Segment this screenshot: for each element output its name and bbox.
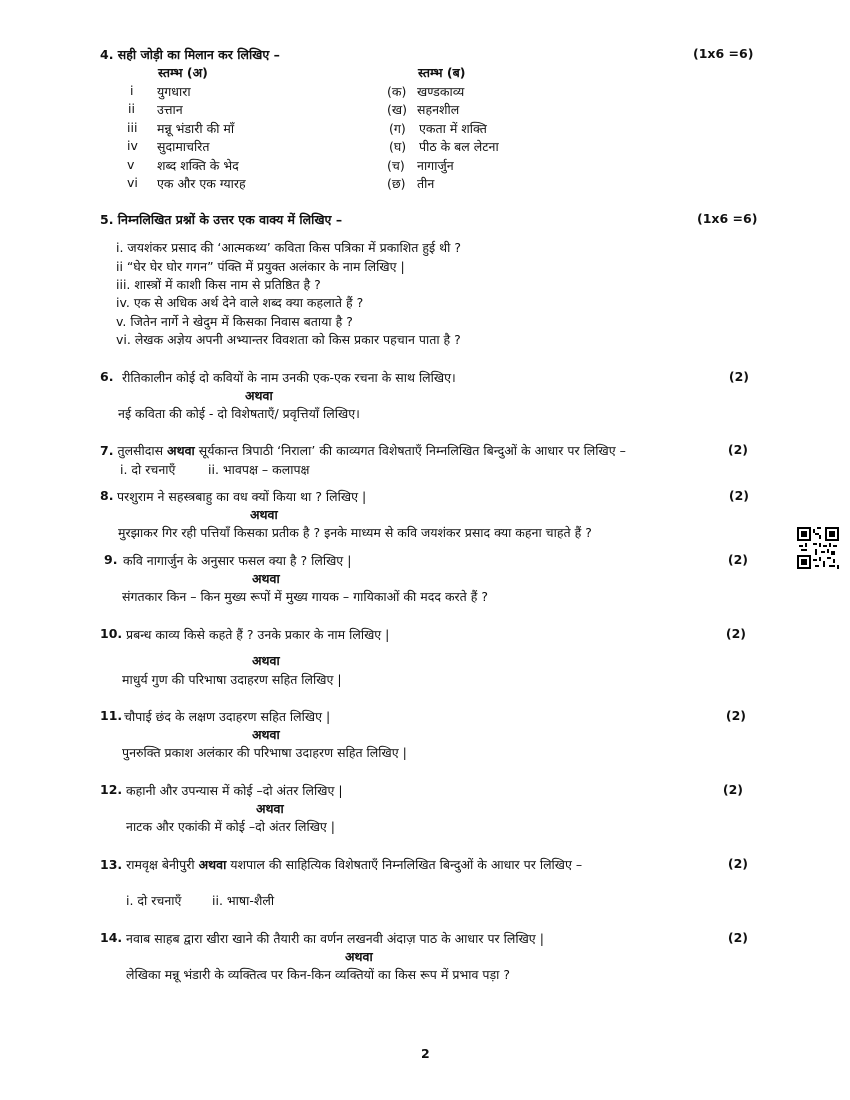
q7-marks: (2) — [727, 442, 748, 457]
q5-item: vi. लेखक अज्ञेय अपनी अभ्यान्तर विवशता को किस प्रकार पहचान पाता है ? — [116, 332, 461, 347]
q4-col-a-item: मन्नू भंडारी की माँ — [157, 121, 235, 136]
q6-text: रीतिकालीन कोई दो कवियों के नाम उनकी एक-एक रचना के साथ लिखिए। — [122, 370, 456, 385]
q11-text: चौपाई छंद के लक्षण उदाहरण सहित लिखिए | — [124, 709, 331, 724]
q8-marks: (2) — [728, 488, 749, 503]
q13-text-part: यशपाल की साहित्यिक विशेषताएँ निम्नलिखित बिन्दुओं के आधार पर लिखिए – — [226, 857, 583, 872]
q4-title: 4. सही जोड़ी का मिलान कर लिखिए – — [100, 47, 280, 62]
q8-text: परशुराम ने सहस्त्रबाहु का वध क्यों किया था ? लिखिए | — [117, 489, 367, 504]
q14-number: 14. — [100, 930, 123, 945]
q4-col-b-key: (क) — [387, 84, 407, 99]
q13-question — [100, 856, 582, 873]
q7-point-1: i. दो रचनाएँ — [120, 462, 176, 477]
q5-marks: (1x6 =6) — [697, 211, 758, 226]
q4-row-num: v — [127, 157, 135, 172]
q5-title: 5. निम्नलिखित प्रश्नों के उत्तर एक वाक्य में लिखिए – — [100, 212, 343, 227]
q12-alternative: नाटक और एकांकी में कोई –दो अंतर लिखिए | — [126, 819, 336, 834]
q7-text-part: तुलसीदास — [117, 443, 168, 458]
q13-marks: (2) — [727, 856, 748, 871]
q8-alternative: मुरझाकर गिर रही पत्तियाँ किसका प्रतीक है ? इनके माध्यम से कवि जयशंकर प्रसाद क्या कहना चाहते हैं ? — [118, 525, 592, 540]
q5-item: ii “घेर घेर घोर गगन” पंक्ति में प्रयुक्त अलंकार के नाम लिखिए | — [116, 259, 405, 274]
q7-text-part: सूर्यकान्त त्रिपाठी ‘निराला’ की काव्यगत विशेषताएँ निम्नलिखित बिन्दुओं के आधार पर लिखिए – — [194, 443, 626, 458]
q4-row-num: vi — [127, 175, 138, 190]
q9-alternative: संगतकार किन – किन मुख्य रूपों में मुख्य गायक – गायिकाओं की मदद करते हैं ? — [122, 589, 489, 604]
q14-marks: (2) — [727, 930, 748, 945]
q4-col-b-key: (छ) — [387, 176, 406, 191]
q13-point-2: ii. भाषा-शैली — [212, 893, 275, 908]
q14-or-label: अथवा — [345, 949, 373, 964]
q10-alternative: माधुर्य गुण की परिभाषा उदाहरण सहित लिखिए | — [122, 672, 342, 687]
q11-or-label: अथवा — [252, 727, 280, 742]
q4-row-num: iii — [127, 120, 138, 135]
q5-item: iv. एक से अधिक अर्थ देने वाले शब्द क्या कहलाते हैं ? — [116, 295, 364, 310]
q9-number: 9. — [104, 552, 118, 567]
q6-marks: (2) — [728, 369, 749, 384]
q6-number: 6. — [100, 369, 114, 384]
q10-number: 10. — [100, 626, 123, 641]
q4-row-num: i — [130, 83, 134, 98]
q5-item: i. जयशंकर प्रसाद की ‘आत्मकथ्य’ कविता किस पत्रिका में प्रकाशित हुई थी ? — [116, 240, 461, 255]
q4-row-num: iv — [127, 138, 138, 153]
q4-col-b-key: (ख) — [387, 102, 407, 117]
q4-col-b-item: नागार्जुन — [417, 158, 454, 173]
q4-col-a-heading: स्तम्भ (अ) — [158, 65, 208, 80]
q4-col-a-item: उत्तान — [157, 102, 183, 117]
q4-col-b-item: सहनशील — [417, 102, 460, 117]
q12-number: 12. — [100, 782, 123, 797]
q4-col-b-key: (ग) — [389, 121, 406, 136]
q8-or-label: अथवा — [250, 507, 278, 522]
q14-alternative: लेखिका मन्नू भंडारी के व्यक्तित्व पर किन-किन व्यक्तियों का किस रूप में प्रभाव पड़ा ? — [126, 967, 511, 982]
q4-col-b-item: पीठ के बल लेटना — [419, 139, 499, 154]
q6-or-label: अथवा — [245, 388, 273, 403]
q4-row-num: ii — [128, 101, 135, 116]
q4-col-a-item: युगधारा — [157, 84, 191, 99]
q7-question — [100, 442, 626, 459]
q4-col-b-key: (च) — [387, 158, 405, 173]
q13-point-1: i. दो रचनाएँ — [126, 893, 182, 908]
q4-col-b-item: एकता में शक्ति — [419, 121, 487, 136]
q7-or-inline: अथवा — [167, 443, 195, 458]
q4-col-b-heading: स्तम्भ (ब) — [418, 65, 466, 80]
q14-text: नवाब साहब द्वारा खीरा खाने की तैयारी का वर्णन लखनवी अंदाज़ पाठ के आधार पर लिखिए | — [126, 931, 544, 946]
q7-number: 7. — [100, 443, 114, 458]
q13-text-part: रामवृक्ष बेनीपुरी — [126, 857, 199, 872]
q4-col-b-key: (घ) — [389, 139, 407, 154]
q10-or-label: अथवा — [252, 653, 280, 668]
q9-marks: (2) — [727, 552, 748, 567]
q11-marks: (2) — [725, 708, 746, 723]
q4-col-a-item: एक और एक ग्यारह — [157, 176, 246, 191]
q13-or-inline: अथवा — [198, 857, 227, 872]
page-number: 2 — [421, 1046, 430, 1061]
q12-or-label: अथवा — [256, 801, 284, 816]
q4-col-a-item: सुदामाचरित — [157, 139, 210, 154]
q5-item: iii. शास्त्रों में काशी किस नाम से प्रतिष्ठित है ? — [116, 277, 321, 292]
q4-col-b-item: तीन — [417, 176, 435, 191]
q7-point-2: ii. भावपक्ष – कलापक्ष — [208, 462, 310, 477]
q11-alternative: पुनरुक्ति प्रकाश अलंकार की परिभाषा उदाहरण सहित लिखिए | — [122, 745, 407, 760]
q6-alternative: नई कविता की कोई - दो विशेषताएँ/ प्रवृत्तियाँ लिखिए। — [118, 406, 360, 421]
q9-text: कवि नागार्जुन के अनुसार फसल क्या है ? लिखिए | — [123, 553, 352, 568]
q4-col-a-item: शब्द शक्ति के भेद — [157, 158, 239, 173]
q11-number: 11. — [100, 708, 123, 723]
q9-or-label: अथवा — [252, 571, 280, 586]
q12-marks: (2) — [722, 782, 743, 797]
qr-code-icon — [797, 527, 839, 569]
q4-marks: (1x6 =6) — [693, 46, 754, 61]
q12-text: कहानी और उपन्यास में कोई –दो अंतर लिखिए | — [126, 783, 343, 798]
q4-col-b-item: खण्डकाव्य — [417, 84, 465, 99]
q8-number: 8. — [100, 488, 114, 503]
q13-number: 13. — [100, 857, 123, 872]
q10-marks: (2) — [725, 626, 746, 641]
q5-item: v. जितेन नार्गे ने खेदुम में किसका निवास बताया है ? — [116, 314, 353, 329]
q10-text: प्रबन्ध काव्य किसे कहते हैं ? उनके प्रकार के नाम लिखिए | — [126, 627, 390, 642]
